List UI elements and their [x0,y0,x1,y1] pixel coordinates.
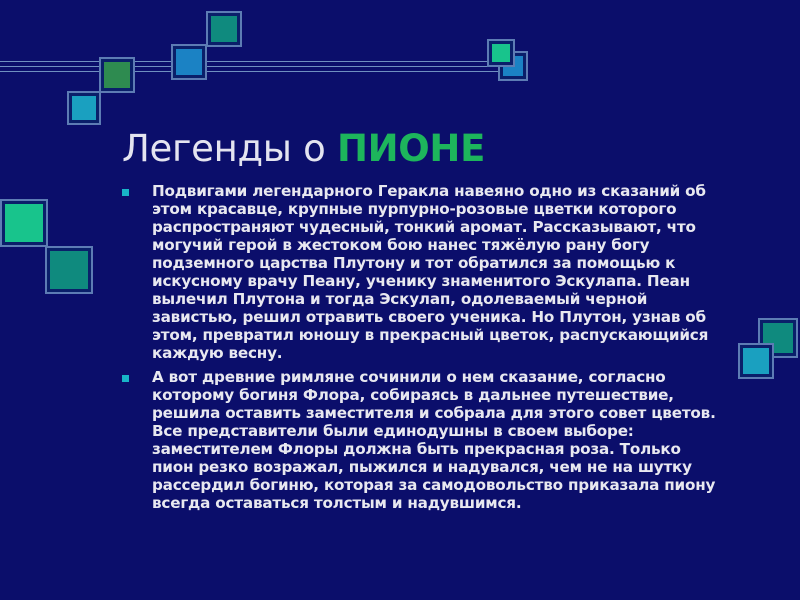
decorative-line [0,66,520,67]
decorative-square [208,13,240,45]
decorative-line [0,61,520,62]
bullet-list [122,182,722,518]
decorative-square [101,59,133,91]
decorative-square [740,345,772,377]
decorative-line [0,71,520,72]
decorative-square [2,201,46,245]
title-accent: ПИОНЕ [336,127,486,170]
decorative-square [173,46,205,78]
bullet-text: А вот древние римляне сочинили о нем сказание, согласно которому богиня Флора, собираясь в дальнее путешествие, решила оставить заместителя и собрала для этого совет цветов. Все представители были единодушны в своем выборе: заместителем Флоры должна быть прекрасная роза. Только пион резко возражал, пыжился и надувался, чем не на шутку рассердил богиню, которая за самодовольство приказала пиону всегда оставаться толстым и надувшимся. [152,368,716,512]
square-bullet-icon [122,375,129,382]
list-item [122,368,722,512]
decorative-square [489,41,513,65]
decorative-square [47,248,91,292]
title-text: Легенды о [122,127,337,170]
slide-title [122,127,485,170]
decorative-square [69,93,99,123]
square-bullet-icon [122,189,129,196]
bullet-text: Подвигами легендарного Геракла навеяно одно из сказаний об этом красавце, крупные пурпурно-розовые цветки которого распространяют чудесный, тонкий аромат. Рассказывают, что могучий герой в жестоком бою нанес тяжёлую рану богу подземного царства Плутону и тот обратился за помощью к искусному врачу Пеану, ученику знаменитого Эскулапа. Пеан вылечил Плутона и тогда Эскулап, одолеваемый черной завистью, решил отравить своего ученика. Но Плутон, узнав об этом, превратил юношу в прекрасный цветок, распускающийся каждую весну. [152,182,709,362]
list-item [122,182,722,362]
